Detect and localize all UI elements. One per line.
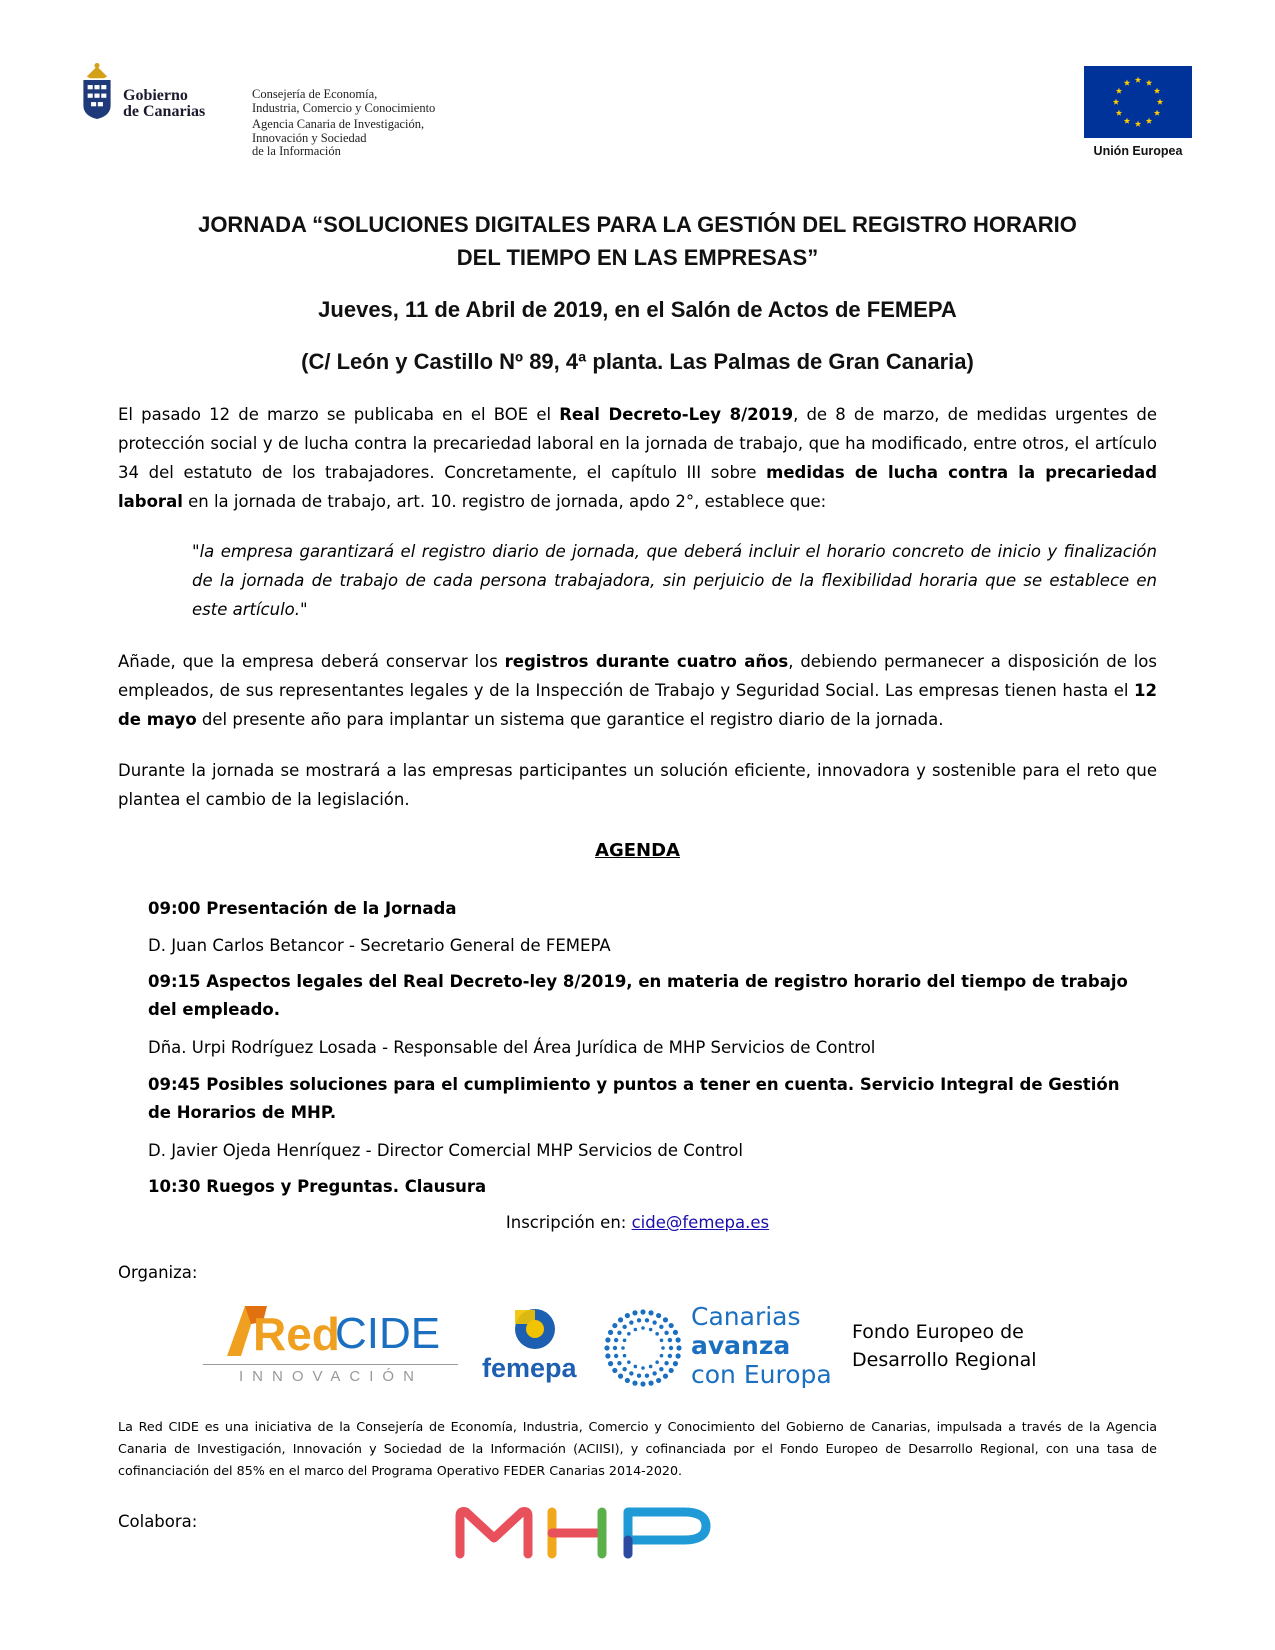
canarias-dot — [660, 1339, 664, 1343]
canarias-dot — [660, 1354, 664, 1358]
canarias-dot — [641, 1326, 645, 1330]
canarias-dot — [676, 1353, 681, 1358]
redcide-cide-text: CIDE — [335, 1309, 441, 1358]
agenda-speaker: D. Juan Carlos Betancor - Secretario General de FEMEPA — [148, 936, 611, 955]
canarias-dot — [605, 1337, 610, 1342]
canarias-dot — [625, 1313, 630, 1318]
canarias-dot — [627, 1332, 631, 1336]
canarias-dot — [613, 1346, 617, 1350]
canarias-dot — [663, 1317, 668, 1322]
canarias-dot — [664, 1361, 668, 1365]
colabora-label: Colabora: — [118, 1512, 198, 1531]
canarias-dot — [614, 1354, 618, 1358]
canarias-dot — [622, 1325, 626, 1329]
canarias-dot — [649, 1365, 653, 1369]
gobierno-canarias-name — [123, 88, 205, 120]
canarias-dot — [673, 1330, 678, 1335]
redcide-divider — [203, 1364, 458, 1365]
registration-email-link[interactable]: cide@femepa.es — [631, 1213, 770, 1232]
bold-text: medidas de lucha contra la precariedad laboral — [118, 463, 1158, 511]
canarias-dot — [632, 1381, 637, 1386]
text: , de 8 de marzo, de medidas urgentes de protección social y de lucha contra la precariedad laboral en la jornada de trabajo, que ha modificado, entre otros, el artículo 34 del estatuto de los trabajadores. Concretamente, el capítulo III sobre — [118, 405, 1157, 482]
canarias-dot — [652, 1371, 656, 1375]
event-address: (C/ León y Castillo Nº 89, 4ª planta. Las Palmas de Gran Canaria) — [301, 349, 974, 374]
canarias-dot — [668, 1338, 672, 1342]
canarias-dot — [604, 1345, 609, 1350]
canarias-dot — [617, 1361, 621, 1365]
canarias-dot — [634, 1328, 638, 1332]
fondo-europeo-label — [852, 1318, 1037, 1374]
text: en la jornada de trabajo, art. 10. registro de jornada, apdo 2°, establece que: — [182, 492, 827, 511]
canarias-dot — [640, 1309, 645, 1314]
organiza-label: Organiza: — [118, 1263, 198, 1282]
canarias-dot — [669, 1368, 674, 1373]
canarias-dot — [655, 1360, 659, 1364]
canarias-dot — [664, 1331, 668, 1335]
canarias-dot — [656, 1313, 661, 1318]
agenda-speaker: D. Javier Ojeda Henríquez - Director Comercial MHP Servicios de Control — [148, 1141, 743, 1160]
gobierno-line-1: Gobierno — [123, 87, 188, 104]
canarias-dot — [608, 1330, 613, 1335]
canarias-dot — [648, 1381, 653, 1386]
canarias-dot — [618, 1317, 623, 1322]
canarias-dot — [656, 1378, 661, 1383]
text: del presente año para implantar un sistema que garantice el registro diario de la jornada. — [196, 710, 944, 729]
consejeria-block — [252, 88, 435, 159]
canarias-dot — [668, 1354, 672, 1358]
canarias-dot — [676, 1345, 681, 1350]
registration-label: Inscripción en: — [505, 1213, 632, 1232]
canarias-dot — [637, 1318, 641, 1322]
fondo-line-2: Desarrollo Regional — [852, 1349, 1037, 1371]
text: , debiendo permanecer a disposición de los empleados, de sus representantes legales y de la Inspección de Trabajo y Seguridad Social. Las empresas tienen hasta el — [118, 652, 1157, 700]
law-quote: "la empresa garantizará el registro diario de jornada, que deberá incluir el horario concreto de inicio y finalización de la jornada de trabajo de cada persona trabajadora, sin perjuicio de la flexibilidad horaria que se establece en este artículo." — [192, 542, 1157, 619]
canarias-dot — [627, 1360, 631, 1364]
canarias-dot — [629, 1371, 633, 1375]
consejeria-line: Agencia Canaria de Investigación, — [252, 117, 425, 131]
canarias-dot — [614, 1338, 618, 1342]
redcide-red-text: Red — [253, 1308, 340, 1360]
canarias-dot — [645, 1374, 649, 1378]
canarias-dot — [632, 1310, 637, 1315]
registration-line — [0, 1213, 1275, 1232]
bold-text: Real Decreto-Ley 8/2019 — [559, 405, 794, 424]
canarias-dot — [622, 1367, 626, 1371]
canarias-dot — [655, 1332, 659, 1336]
canarias-dot — [676, 1337, 681, 1342]
canarias-dot — [641, 1366, 645, 1370]
canarias-avanza-dots-icon — [603, 1308, 683, 1388]
canarias-dot — [623, 1339, 627, 1343]
canarias-dot — [623, 1354, 627, 1358]
gobierno-line-2: de Canarias — [123, 103, 206, 120]
consejeria-line: Industria, Comercio y Conocimiento — [252, 100, 436, 115]
footnote-red-cide: La Red CIDE es una iniciativa de la Consejería de Economía, Industria, Comercio y Conocimiento del Gobierno de Canarias, impulsada a través de la Agencia Canaria de Investigación, Innovación y Sociedad de la Información (ACIISI), y cofinanciada por el Fondo Europeo de Desarrollo Regional, con una tasa de cofinanciación del 85% en el marco del Programa Operativo FEDER Canarias 2014-2020. — [118, 1419, 1157, 1478]
canarias-dot — [629, 1320, 633, 1324]
event-title-line-1: JORNADA “SOLUCIONES DIGITALES PARA LA GESTIÓN DEL REGISTRO HORARIO — [198, 212, 1077, 237]
mhp-logo — [452, 1504, 716, 1560]
canarias-dot — [648, 1310, 653, 1315]
canarias-dot — [669, 1346, 673, 1350]
event-title-line-2: DEL TIEMPO EN LAS EMPRESAS” — [456, 245, 819, 270]
canarias-dot — [649, 1328, 653, 1332]
canarias-dot — [663, 1374, 668, 1379]
canarias-dot — [634, 1365, 638, 1369]
canarias-dot — [621, 1346, 625, 1350]
canarias-dot — [673, 1361, 678, 1366]
consejeria-line: Innovación y Sociedad — [252, 130, 367, 145]
canarias-dot — [640, 1381, 645, 1386]
canarias-dot — [661, 1346, 665, 1350]
intro-paragraph — [118, 400, 1157, 516]
canarias-dot — [617, 1331, 621, 1335]
third-paragraph: Durante la jornada se mostrará a las empresas participantes un solución eficiente, innovadora y sostenible para el reto que plantea el cambio de la legislación. — [118, 761, 1157, 809]
canarias-dot — [669, 1323, 674, 1328]
canarias-avanza-logo — [603, 1302, 833, 1397]
consejeria-line: de la Información — [252, 144, 341, 158]
femepa-gear-icon — [510, 1305, 560, 1353]
canarias-dot — [625, 1378, 630, 1383]
eu-label: Unión Europea — [1093, 144, 1183, 158]
event-title — [60, 208, 1215, 274]
agenda-item: 10:30 Ruegos y Preguntas. Clausura — [148, 1177, 487, 1196]
gobierno-canarias-logo — [80, 60, 114, 122]
canarias-dot — [618, 1374, 623, 1379]
canarias-dot — [605, 1353, 610, 1358]
text: El pasado 12 de marzo se publicaba en el BOE el — [118, 405, 560, 424]
fondo-line-1: Fondo Europeo de — [852, 1321, 1024, 1343]
canarias-dot — [645, 1318, 649, 1322]
canarias-dot — [608, 1361, 613, 1366]
canarias-dot — [612, 1323, 617, 1328]
canarias-dot — [612, 1368, 617, 1373]
event-date: Jueves, 11 de Abril de 2019, en el Salón de Actos de FEMEPA — [318, 297, 957, 322]
canarias-line-3: con Europa — [691, 1360, 832, 1389]
second-paragraph — [118, 647, 1157, 734]
femepa-text: femepa — [482, 1353, 577, 1383]
bold-text: registros durante cuatro años — [504, 652, 789, 671]
agenda-item: 09:00 Presentación de la Jornada — [148, 899, 457, 918]
eu-flag-icon — [1084, 66, 1192, 138]
canarias-dot — [652, 1320, 656, 1324]
agenda-item: 09:15 Aspectos legales del Real Decreto-ley 8/2019, en materia de registro horario del tiempo de trabajo del empleado. — [148, 972, 1128, 1019]
redcide-logo — [203, 1302, 458, 1392]
consejeria-line: Consejería de Economía, — [252, 87, 378, 101]
redcide-subtitle: INNOVACIÓN — [239, 1368, 423, 1385]
agenda-speaker: Dña. Urpi Rodríguez Losada - Responsable del Área Jurídica de MHP Servicios de Control — [148, 1038, 876, 1057]
bold-text: 12 de mayo — [118, 681, 1157, 729]
canarias-dot — [637, 1374, 641, 1378]
canarias-dot — [659, 1325, 663, 1329]
canarias-line-2: avanza — [691, 1331, 791, 1360]
femepa-logo — [482, 1305, 592, 1395]
agenda-item: 09:45 Posibles soluciones para el cumplimiento y puntos a tener en cuenta. Servicio Integral de Gestión de Horarios de MHP. — [148, 1075, 1120, 1122]
canarias-line-1: Canarias — [691, 1302, 801, 1331]
canarias-dot — [659, 1367, 663, 1371]
text: Añade, que la empresa deberá conservar los — [118, 652, 505, 671]
agenda-title: AGENDA — [595, 840, 680, 861]
